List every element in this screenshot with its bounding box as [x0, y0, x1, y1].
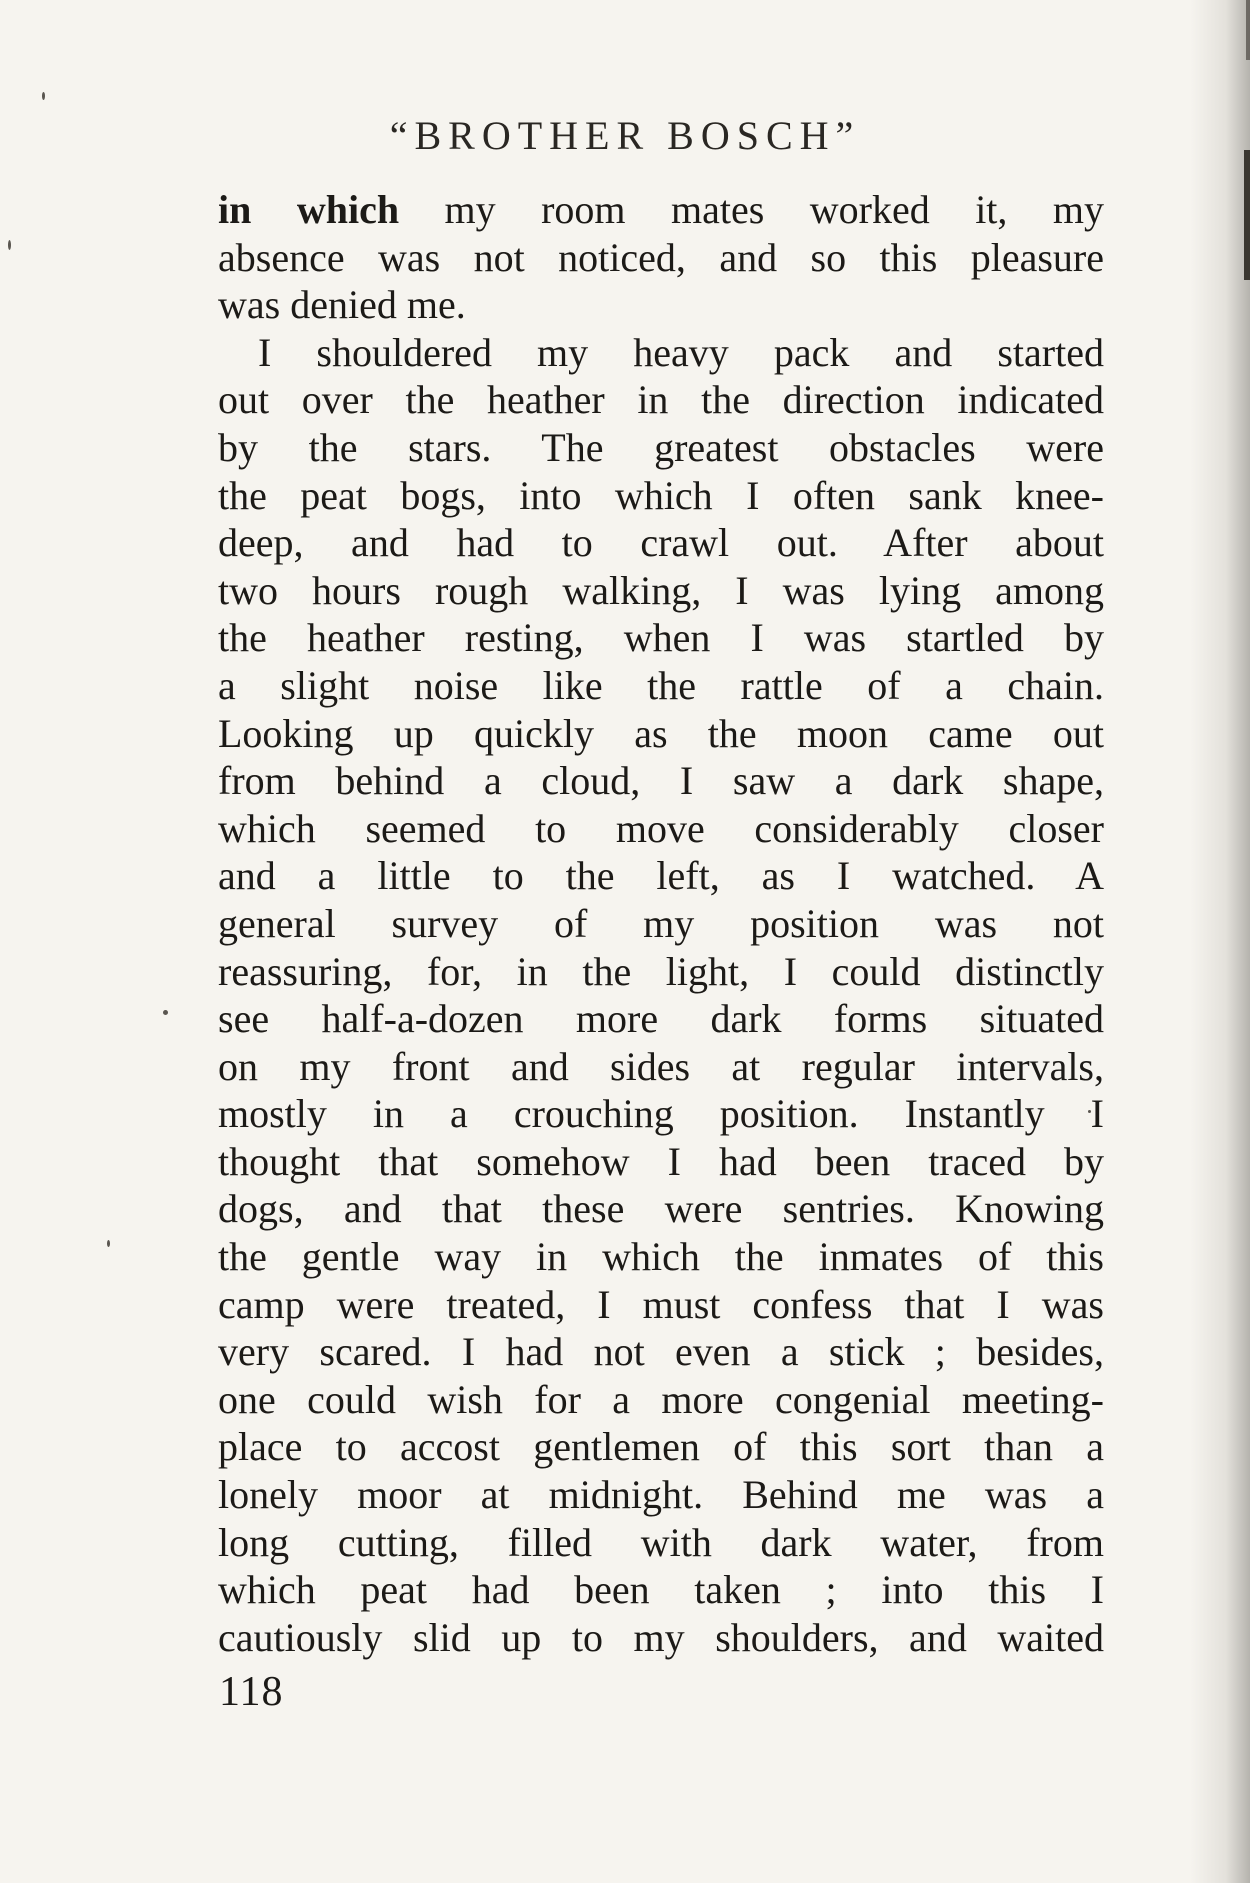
- text-line-6: by the stars. The greatest obstacles were: [218, 424, 1104, 470]
- text-line-10: the heather resting, when I was startled by: [218, 615, 1104, 661]
- edge-ink-mark: [1244, 150, 1250, 280]
- text-line-30: which peat had been taken ; into this I: [218, 1567, 1104, 1613]
- text-line-27: place to accost gentlemen of this sort than a: [218, 1424, 1104, 1470]
- text-line-16: general survey of my position was not: [218, 900, 1104, 946]
- text-line-1: [218, 186, 1104, 234]
- text-line-31: cautiously slid up to my shoulders, and waited: [218, 1614, 1104, 1660]
- text-line-13: from behind a cloud, I saw a dark shape,: [218, 758, 1104, 804]
- text-line-11: a slight noise like the rattle of a chain.: [218, 662, 1104, 708]
- text-line-28: lonely moor at midnight. Behind me was a: [218, 1472, 1104, 1518]
- text-line-rest: my room mates worked it, my: [399, 187, 1104, 232]
- paper-speck: [42, 92, 45, 100]
- text-line-15: and a little to the left, as I watched. A: [218, 853, 1104, 899]
- text-line-12: Looking up quickly as the moon came out: [218, 710, 1104, 756]
- text-line-9: two hours rough walking, I was lying among: [218, 567, 1104, 613]
- text-line-lead: in which: [218, 187, 400, 232]
- text-line-21: thought that somehow I had been traced by: [218, 1138, 1104, 1184]
- text-line-3: was denied me.: [218, 282, 466, 328]
- text-line-19: on my front and sides at regular intervals,: [218, 1043, 1104, 1089]
- text-line-8: deep, and had to crawl out. After about: [218, 520, 1104, 566]
- paper-speck: [107, 1240, 110, 1247]
- text-line-2: absence was not noticed, and so this pleasure: [218, 234, 1104, 280]
- text-line-25: very scared. I had not even a stick ; besides,: [218, 1329, 1104, 1375]
- edge-ink-mark: [1246, 0, 1250, 60]
- text-line-5: out over the heather in the direction indicated: [218, 377, 1104, 423]
- text-line-29: long cutting, filled with dark water, from: [218, 1519, 1104, 1565]
- paper-speck: [8, 240, 11, 250]
- paper-speck: [163, 1010, 168, 1015]
- text-line-7: the peat bogs, into which I often sank knee-: [218, 472, 1104, 518]
- text-line-23: the gentle way in which the inmates of this: [218, 1234, 1104, 1280]
- running-head: “BROTHER BOSCH”: [389, 113, 861, 158]
- body-text: [218, 186, 1104, 1661]
- text-line-17: reassuring, for, in the light, I could distinctly: [218, 948, 1104, 994]
- text-line-14: which seemed to move considerably closer: [218, 805, 1104, 851]
- text-line-26: one could wish for a more congenial meeting-: [218, 1376, 1104, 1422]
- text-line-22: dogs, and that these were sentries. Knowing: [218, 1186, 1104, 1232]
- text-line-20: mostly in a crouching position. Instantly I: [218, 1091, 1104, 1137]
- page-edge-shadow: [1190, 0, 1250, 1883]
- text-line-18: see half-a-dozen more dark forms situated: [218, 996, 1104, 1042]
- page-number: 118: [219, 1669, 284, 1715]
- text-line-24: camp were treated, I must confess that I was: [218, 1281, 1104, 1327]
- text-line-4: I shouldered my heavy pack and started: [258, 329, 1104, 375]
